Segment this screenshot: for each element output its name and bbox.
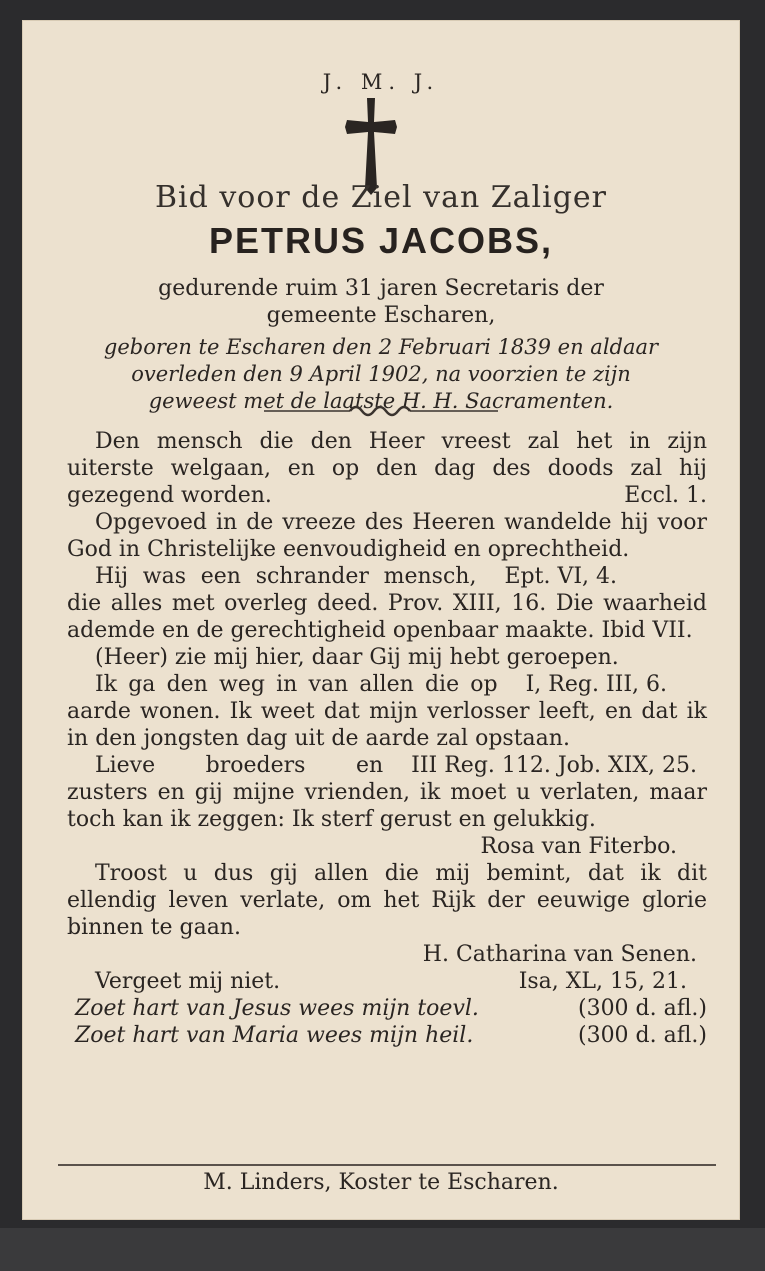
verse-1-ref: Eccl. 1. xyxy=(624,483,707,508)
verse-1: Den mensch die den Heer vreest zal het in zijn uiterste welgaan, en op den dag des doods zal hij gezegend worden. Eccl. 1. xyxy=(67,429,707,508)
verse-4: (Heer) zie mij hier, daar Gij mij hebt geroepen. I, Reg. III, 6. xyxy=(67,644,707,671)
verse-8-ref: Isa, XL, 15, 21. xyxy=(518,969,687,994)
birth-line: geboren te Escharen den 2 Februari 1839 en aldaar xyxy=(103,335,659,359)
deceased-name: PETRUS JACOBS, xyxy=(208,220,554,261)
municipality-line: gemeente Escharen, xyxy=(266,303,496,328)
indulgence-1: (300 d. afl.) xyxy=(577,996,707,1021)
verse-6: Lieve broeders en zusters en gij mijne vrienden, ik moet u verlaten, maar toch kan ik zeggen: Ik sterf gerust en gelukkig. xyxy=(67,753,707,832)
verse-5-ref: III Reg. 112. Job. XIX, 25. xyxy=(411,753,697,778)
office-line: gedurende ruim 31 jaren Secretaris der xyxy=(158,276,604,301)
verse-4-ref: I, Reg. III, 6. xyxy=(525,672,667,697)
sacraments-line: geweest met de laatste H. H. Sacramenten. xyxy=(148,389,614,413)
dark-border xyxy=(0,1228,765,1271)
verse-2: Opgevoed in de vreeze des Heeren wandelde hij voor God in Christelijke eenvoudigheid en oprechtheid. Ept. VI, 4. xyxy=(67,510,707,589)
memorial-card xyxy=(22,20,740,1220)
verse-7: Troost u dus gij allen die mij bemint, dat ik dit ellendig leven verlate, om het Rijk der eeuwige glorie binnen te gaan. xyxy=(67,861,707,940)
ornamental-divider xyxy=(264,400,498,420)
verse-3: Hij was een schrander mensch, die alles met overleg deed. Prov. XIII, 16. Die waarheid ademde en de gerechtigheid openbaar maakte. Ibid VII. xyxy=(67,564,707,643)
verse-6-ref: Rosa van Fiterbo. xyxy=(480,834,677,859)
indulgence-prayer-1: Zoet hart van Jesus wees mijn toevl. (300 d. afl.) xyxy=(75,996,707,1021)
indulgence-2: (300 d. afl.) xyxy=(577,1023,707,1048)
footer-rule xyxy=(58,1164,716,1166)
jmj-heading: J. M. J. xyxy=(322,70,440,94)
death-line: overleden den 9 April 1902, na voorzien te zijn xyxy=(131,362,631,386)
verse-7-ref: H. Catharina van Senen. xyxy=(422,942,697,967)
verse-2-ref: Ept. VI, 4. xyxy=(504,564,617,589)
verse-8: Vergeet mij niet. Isa, XL, 15, 21. xyxy=(95,969,687,994)
scripture-body xyxy=(67,428,707,1049)
verse-5: Ik ga den weg in van allen die op aarde wonen. Ik weet dat mijn verlosser leeft, en dat ik in den jongsten dag uit de aarde zal opstaan. III Reg. 112. Job. XIX, 25. xyxy=(67,672,707,778)
printer-line: M. Linders, Koster te Escharen. xyxy=(203,1170,559,1195)
indulgence-prayer-2: Zoet hart van Maria wees mijn heil. (300 d. afl.) xyxy=(75,1023,707,1048)
prayer-request-heading: Bid voor de Ziel van Zaliger xyxy=(154,180,608,215)
